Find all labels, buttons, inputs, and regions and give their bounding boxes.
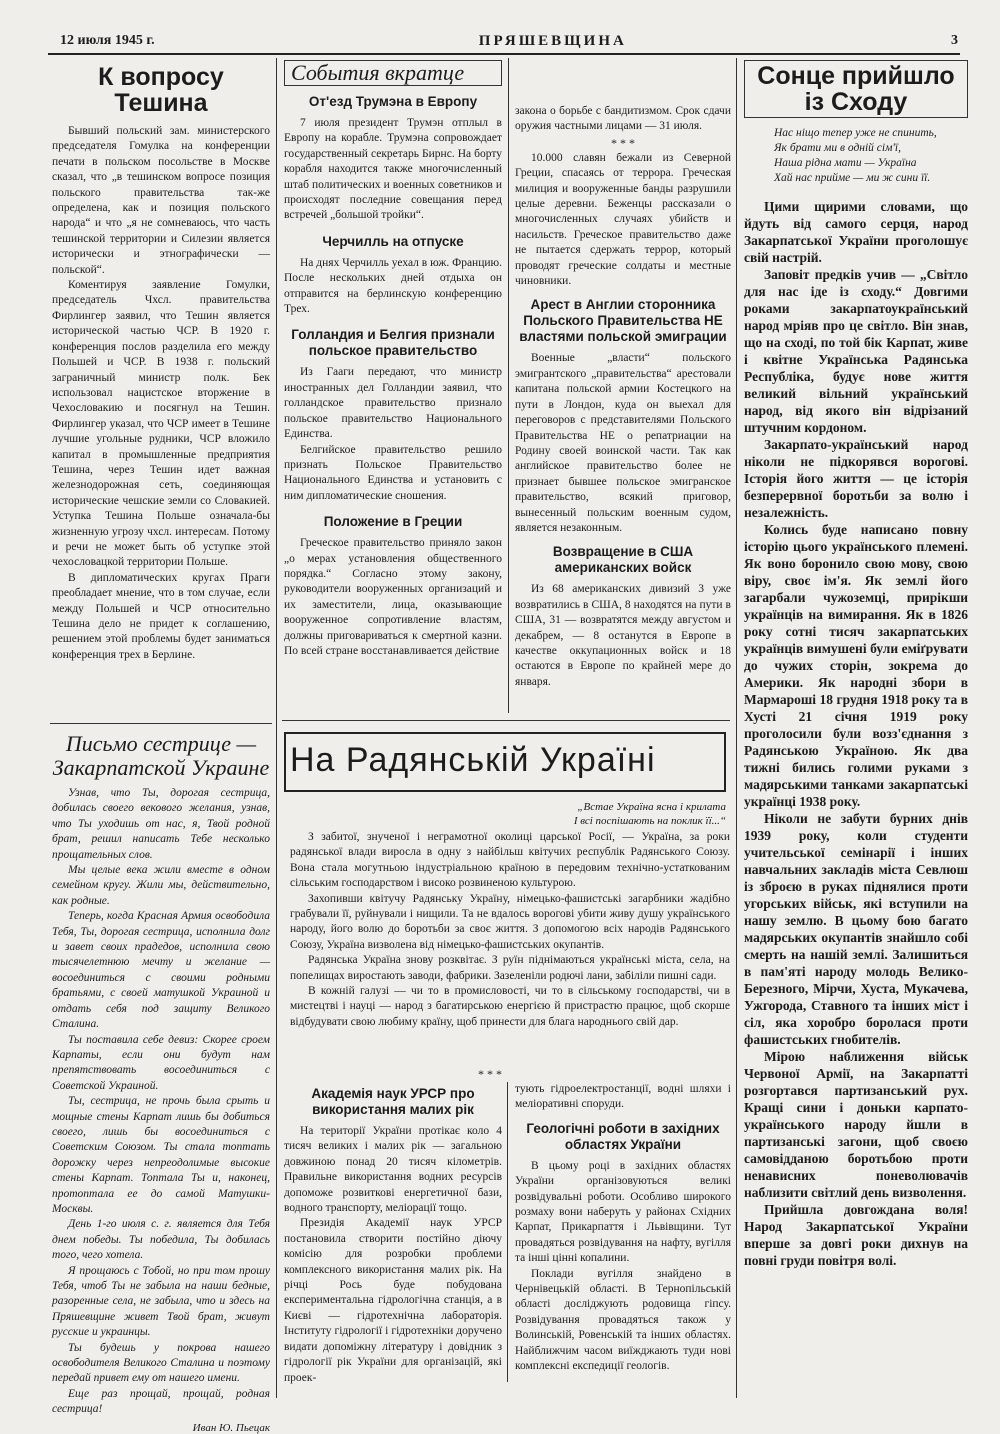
news-title: Черчилль на отпуске — [322, 233, 464, 249]
poem-line: Нас ніщо тепер уже не спинить, — [774, 127, 937, 139]
separator-stars: * * * — [611, 135, 635, 150]
news-title: Возвращение в США американских войск — [552, 544, 694, 576]
newspaper-name: ПРЯШЕВЩИНА — [478, 32, 627, 49]
article-paragraph: В дипломатических кругах Праги преобладает мнение, что в том случае, если между Польшей и ЧСР относительно Тешина дело не придет к соглашению, решением этой проблемы будет заниматься конференция трех в Берлине. — [52, 571, 270, 661]
article-paragraph: Колись буде написано повну історію цього українського племені. Як воно боронило свою мову, свою віру, своє ім'я. Як землі його загарбали чужоземці, прирікши українців на вимирання. Як в 1826 року сотні тисяч закарпатських українців вимушені були еміґрувати до чужих сторін, зокрема до Америки. Як народні збори в Мармароші 18 грудня 1918 року та в Хусті 21 січня 1919 року проголосили були возз'єднання з Радянською Україною. Як два тижні бились голими руками з мадярськими танками закарпатські українці 1938 року. — [744, 522, 968, 809]
column-rule-3 — [507, 1082, 508, 1382]
poem — [744, 126, 968, 186]
news-title: От'езд Трумэна в Европу — [308, 94, 478, 109]
article-title: Сонце прийшло із Сходу — [744, 60, 968, 118]
poem-line: Хай нас прийме — ми ж сини її. — [774, 172, 931, 184]
news-title: Голландия и Белгия признали польское правительство — [291, 327, 495, 359]
poem-line: Як брати ми в одній сім'ї, — [774, 142, 901, 154]
letter-paragraph: Мы целые века жили вместе в одном семейном кругу. Жили мы, действительно, как родные. — [52, 864, 270, 907]
epigraph-line: „Встае Україна ясна і крилата — [577, 801, 726, 813]
letter-paragraph: Узнав, что Ты, дорогая сестрица, добилась своего векового желания, узнав, что Ты уходишь от нас, я, Твой родной брат, решил написать Тебе несколько прощательных слов. — [52, 787, 270, 861]
epigraph — [300, 800, 726, 828]
article-title: Академія наук УРСР про використання малих рік — [311, 1086, 475, 1117]
soviet-paragraph: Захопивши квітучу Радянську Україну, німецько-фашистські загарбники жадібно грабували її, руйнували і нищили. Та не вдалось ворогові убити живу душу українського народу, його волю до боротьби за своє життя. З допомогою всіх народів Радянського Союзу, Україна визволена від німецько-фашистських окупантів. — [290, 892, 730, 951]
column-rule-2 — [508, 58, 509, 713]
article-paragraph: В цьому році в західних областях України організовуються великі розвідувальні роботи. Особливо широкого розмаху вони наберуть у районах Східних Карпат, Прикарпаття і Львівщини. Тут провадяться розвідування на нафту, вугілля та інші цінні копалини. — [515, 1159, 731, 1265]
article-title: Письмо сестрице — Закарпатской Украине — [52, 731, 270, 780]
article-paragraph: На території України протікає коло 4 тисяч великих і малих рік — загальною довжиною понад 20 тисяч кілометрів. Правильне використання водних ресурсів допоможе розвиткові енергетичної бази, водного транспорту, меліорації тощо. — [284, 1125, 502, 1215]
news-title: Арест в Англии сторонника Польского Правительства НЕ властями польской эмиграции — [519, 297, 727, 345]
soviet-paragraph: З забитої, знученої і неграмотної околиці царської Росії, — Україна, за роки радянської влади виросла в одну з найбільш квітучих республік Радянського Союзу. Вона стала могутньою індустріальною країною в передовим технічно-устаткованим сільським господарством і високо розвиненою культурою. — [290, 831, 730, 890]
news-column-left — [284, 60, 502, 715]
article-academy — [284, 1066, 502, 1396]
letter-paragraph: Ты поставила себе девиз: Скорее сроем Карпаты, если они будут нам препятствовать восоединиться с Советской Украиной. — [52, 1033, 270, 1092]
news-title: Положение в Греции — [323, 514, 463, 530]
article-paragraph: Ніколи не забути бурних днів 1939 року, коли студенти учительської семінарії і інших навчальних закладів міста Севлюш із зброєю в руках піднялися проти угорських військ, які вступили на нашу землю. В цьому бою багато мадярських окупантів знайшло собі смерть на нашій землі. Залишиться в пам'яті народу молодь Велико-Березного, Мірчи, Хуста, Мукачева, Ужгорода, Ставного та інших міст і сіл, яка хоробро боролася проти фашистських гнобителів. — [744, 811, 968, 1047]
column-rule-4 — [736, 58, 737, 1398]
column-rule-1 — [276, 58, 277, 1398]
article-paragraph: Мірою наближення військ Червоної Армії, на Закарпатті розгортався партизанський рух. Кращі сини і доньки карпато-українського народу йшли в партизанські загони, щоб своєю самовідданою боротьбою проти ненависних поневолювачів наблизити світлий день визволення. — [744, 1049, 968, 1200]
section-rule-left — [50, 723, 272, 724]
article-sun — [744, 60, 968, 1396]
news-paragraph: Белгийское правительство решило признать Польское Правительство Национального Единства и установить с ним дипломатические сношения. — [284, 443, 502, 502]
letter-signature: Иван Ю. Пьецак — [192, 1421, 270, 1434]
news-paragraph: 10.000 славян бежали из Северной Греции, спасаясь от террора. Греческая милиция и вооруженные банды разрушили целые деревни. Беженцы рассказали о многочисленных случаях убийств и насильств. Греческое правительство даже не пытается сдержать террор, который проводят греческие солдаты и местные чиновники. — [515, 151, 731, 288]
letter-paragraph: Ты будешь у покрова нашего освободителя Великого Сталина и поэтому передай привет ему от нашего имени. — [52, 1341, 270, 1385]
news-paragraph: Военные „власти“ польского эмигрантского „правительства“ арестовали капитана польской армии Костецкого на пути в Лондон, куда он выехал для переговоров с представителями Польского Правительства НЕ о репатриации на Родину своей воинской части. Так как английское правительство более не признает бывшее польское эмигранское правительство, всякий приговор, вынесенный польским военным судом, является незаконным. — [515, 352, 731, 534]
section-rule-middle — [282, 720, 730, 721]
news-paragraph: закона о борьбе с бандитизмом. Срок сдачи оружия частными лицами — 31 июля. — [515, 105, 731, 133]
poem-line: Наша рідна мати — Україна — [774, 157, 917, 169]
issue-date: 12 июля 1945 г. — [60, 33, 155, 48]
news-column-right — [515, 104, 731, 716]
letter-paragraph: День 1-го июля с. г. является для Тебя днем победы. Ты победила, Ты добилась того, чего хотела. — [52, 1218, 270, 1262]
soviet-paragraph: Радянська Україна знову розквітає. З руїн піднімаються українські міста, села, на попелищах виростають заводи, фабрики. Зазеленіли родючі лани, забіліли пишні сади. — [290, 954, 730, 982]
news-paragraph: Из 68 американских дивизий 3 уже возвратились в США, 8 находятся на пути в США, 31 — возвратятся между августом и декабрем, — 8 останутся в Европе в качестве оккупационных войск и 18 остаются в Европе по крайней мере до января. — [515, 583, 731, 688]
page-number: 3 — [950, 33, 958, 48]
article-title: К вопросу Тешина — [98, 63, 224, 117]
news-paragraph: На днях Черчилль уехал в юж. Францию. После нескольких дней отдыха он отправится на берлинскую конференцию Трех. — [284, 256, 502, 316]
article-letter — [52, 731, 270, 1434]
epigraph-line: І всі поспішають на поклик її...“ — [573, 815, 726, 827]
article-title: Геологічні роботи в західних областях України — [526, 1120, 720, 1152]
article-geology — [515, 1082, 731, 1394]
article-paragraph: Закарпато-український народ ніколи не підкорявся ворогові. Історія його життя — це історія безперервної боротьби за волю і незалежність. — [744, 437, 968, 520]
letter-paragraph: Еще раз прощай, прощай, родная сестрица! — [52, 1387, 270, 1416]
section-title: На Радянській Україні — [290, 741, 656, 779]
article-paragraph: Поклади вугілля знайдено в Чернівецькій області. В Тернопільській області досліджують родовища гіпсу. Розвідування провадяться також у Волинській, Ровенській та інших областях. Найближчим часом виїжджають туди нові комплексні експедиції геологів. — [515, 1267, 731, 1373]
article-paragraph: Цими щирими словами, що йдуть від самого серця, народ Закарпатської України проголошує свій настрій. — [744, 199, 968, 265]
article-paragraph: Заповіт предків учив — „Світло для нас іде із сходу.“ Довгими роками закарпатоукраїнський народ мріяв про це світло. Він знав, що на сході, по той бік Карпат, живе і квітне Українська Радянська Республіка, будує нове життя великий вільний український народ, від якого він відрізаний штучним кордоном. — [744, 267, 968, 435]
bleed-through-shadow — [4, 64, 46, 124]
soviet-paragraph: В кожній галузі — чи то в промисловості, чи то в сільському господарстві, чи в мистецтві і науці — народ з багатирською енергією й пристрастю працює, щоб скорше відбудувати свою любиму країну, щоб принести для блага народнього свій дар. — [290, 985, 730, 1028]
soviet-intro — [290, 830, 730, 1030]
separator-stars: * * * — [478, 1067, 502, 1081]
news-paragraph: 7 июля президент Трумэн отплыл в Европу на корабле. Трумэна сопровождает государственный секретарь Бирнс. На борту корабля находится также многочисленный штаб политических и военных советников и происходят последние совещания перед встречей „большой тройки“. — [284, 117, 502, 222]
masthead-rule — [48, 53, 960, 55]
letter-paragraph: Теперь, когда Красная Армия освободила Тебя, Ты, дорогая сестрица, исполнила долг и завет своих прадедов, исполнила свою тысячелетнюю мечту и желание — восоединиться с своими родными братьями, с своей матушкой Украиной и отдать себя под защиту Великого Сталина. — [52, 910, 270, 1031]
article-paragraph: Бывший польский зам. министерского председателя Гомулка на конференции печати в польском посольстве в Москве сказал, что „в тешинском вопросе позиция польского правительства так-же определена, как и позиция польского народа“ и что „я не сомневаюсь, что часть тешинской территории и Силезии является исторически и этнографически — польской“. — [52, 125, 270, 276]
masthead — [60, 30, 958, 52]
article-tesin — [52, 64, 270, 716]
article-paragraph: Президія Академії наук УРСР постановила створити постійно діючу комісію для розробки проблеми комплексного використання малих рік. На річці Рось буде побудована експериментальна гідрологічна станція, а в Києві — гідротехнічна лабораторія. Інституту гідрології і гідротехніки доручено видати допоміжну літературу і довідник з гідрології рік України для організацій, які проек- — [284, 1217, 502, 1384]
news-paragraph: Греческое правительство приняло закон „о мерах установления общественного порядка.“ Согласно этому закону, руководители вооруженных организаций и их заместители, лица, оказывающие вооруженное сопротивление властям, должны приговариваться к смертной казни. По всей стране восстанавливается действие — [284, 537, 502, 657]
article-paragraph: Прийшла довгождана воля! Народ Закарпатської України вперше за довгі роки дихнув на повні груди повітря волі. — [744, 1202, 968, 1268]
section-title: События вкратце — [284, 60, 502, 86]
letter-paragraph: Я прощаюсь с Тобой, но при том прошу Тебя, чтоб Ты не забыла на наши бедные, разоренные села, не забыла, что и здесь на Пряшевщине живет Твой брат, живут русские и украинцы. — [52, 1264, 270, 1339]
letter-paragraph: Ты, сестрица, не прочь была срыть и мощные стены Карпат лишь бы добиться своего, лишь бы восоединиться с Советским Союзом. Ты стала топтать дорожку через непреодолимые высокие стены Карпат. Топтала Ты и, наконец, протоптала ее до самой Матушки-Москвы. — [52, 1095, 270, 1215]
article-paragraph: Коментируя заявление Гомулки, председатель Чхсл. правительства Фирлингер заявил, что Тешин является исторической частью ЧСР. В 1920 г. конференция послов разделила его между Польшей и ЧСР. В 1938 г. польский заграничный министр полк. Бек использовал нацистское вторжение в Чехословакию и посягнул на Тешин. Фирлингер указал, что ЧСР имеет в Тешине лучшие угольные рудники, ЧСР вложило капитал в промышленные предприятия Тешина, через Тешин идет важная железнодорожная сеть, соединяющая исторические чешские земли со Словакией. Уступка Тешина Польше означала-бы жизненную угрозу чхсл. интересам. Потому и речи не может быть об уступке этой чехословацкой территории Польше. — [52, 279, 270, 569]
article-paragraph: тують гідроелектростанції, водні шляхи і меліоративні споруди. — [515, 1083, 731, 1111]
news-paragraph: Из Гааги передают, что министр иностранных дел Голландии заявил, что голландское правительство признало польское правительство Национального Единства. — [284, 366, 502, 441]
